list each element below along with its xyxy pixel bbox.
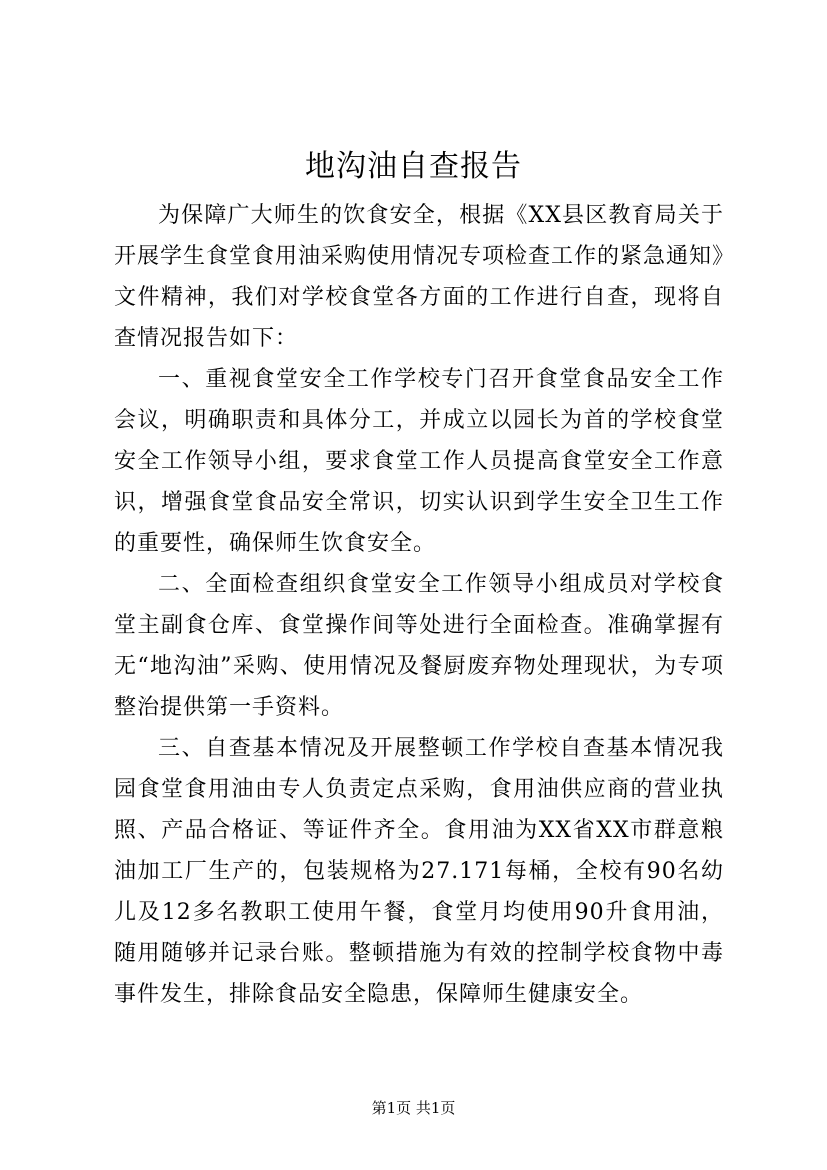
document-title: 地沟油自查报告 [305,149,522,184]
section-one-paragraph: 一、重视食堂安全工作学校专门召开食堂食品安全工作会议，明确职责和具体分工，并成立以园长为首的学校食堂安全工作领导小组，要求食堂工作人员提高食堂安全工作意识，增强食堂食品安全常识，切实认识到学生安全卫生工作的重要性，确保师生饮食安全。 [114,367,724,556]
section-two-paragraph: 二、全面检查组织食堂安全工作领导小组成员对学校食堂主副食仓库、食堂操作间等处进行全面检查。准确掌握有无“地沟油”采购、使用情况及餐厨废弃物处理现状，为专项整治提供第一手资料。 [114,572,724,720]
intro-paragraph: 为保障广大师生的饮食安全，根据《XX县区教育局关于开展学生食堂食用油采购使用情况专项检查工作的紧急通知》文件精神，我们对学校食堂各方面的工作进行自查，现将自查情况报告如下： [114,203,725,351]
section-three-paragraph: 三、自查基本情况及开展整顿工作学校自查基本情况我园食堂食用油由专人负责定点采购，食用油供应商的营业执照、产品合格证、等证件齐全。食用油为XX省XX市群意粮油加工厂生产的，包装规格为27.171每桶，全校有90名幼儿及12多名教职工使用午餐，食堂月均使用90升食用油，随用随够并记录台账。整顿措施为有效的控制学校食物中毒事件发生，排除食品安全隐患，保障师生健康安全。 [114,736,724,1007]
page-number-footer: 第1页 共1页 [371,1099,456,1117]
document-body [114,195,724,1015]
